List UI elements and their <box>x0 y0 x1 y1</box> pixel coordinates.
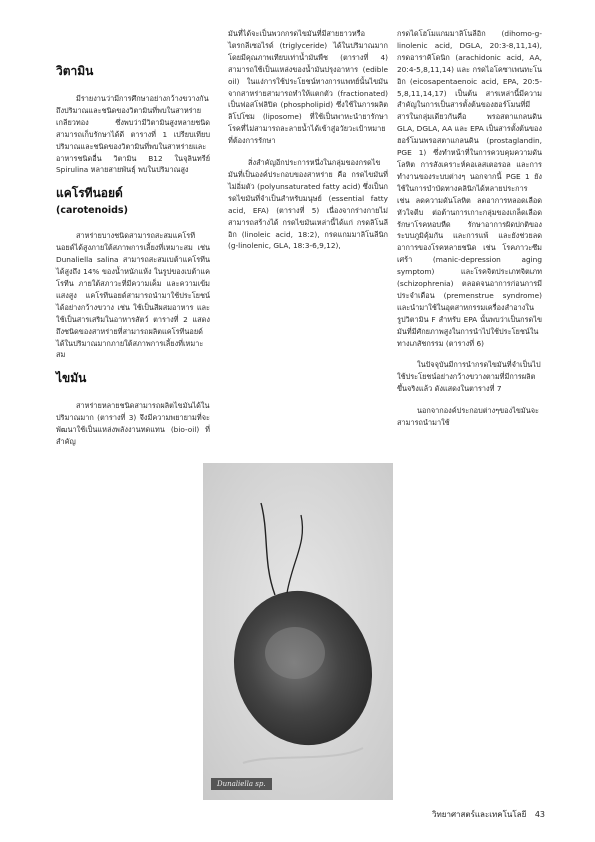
dunaliella-photo <box>203 463 393 800</box>
paragraph-carotenoid: สาหร่ายบางชนิดสามารถสะสมแคโรทีนอยด์ได้สูงภายใต้สภาพการเลี้ยงที่เหมาะสม เช่น Dunaliella salina สามารถสะสมเบต้าแคโรทีนได้สูงถึง 14% ของน้ำหนักแห้ง ในรูปของเบต้าแคโรทีน ภายใต้สภาวะที่มีความเค็ม และความเข้มแสงสูง แคโรทีนอยด์สามารถนำมาใช้ประโยชน์ได้อย่างกว้างขวาง เช่น ใช้เป็นสีผสมอาหาร และใช้เป็นสารเสริมในอาหารสัตว์ ตารางที่ 2 แสดงถึงชนิดของสาหร่ายที่สามารถผลิตแคโรทีนอยด์ได้ในปริมาณมากภายใต้สภาพการเลี้ยงที่เหมาะสม <box>56 231 210 360</box>
paragraph-right-1: กรดไดโฮโมแกมมาลิโนลีอิก (dihomo-g-linolenic acid, DGLA, 20:3-8,11,14), กรดอาราคิโดนิก (arachidonic acid, AA, 20:4-5,8,11,14) และ กรดไอโคซาเพนทะโนอิก (eicosapentaenoic acid, EPA, 20:5-5,8,11,14,17) เป็นต้น สารเหล่านี้มีความสำคัญในการเป็นสารตั้งต้นของฮอร์โมนที่มีสารในกลุ่มเดียวกันคือ พรอสตาแกลนดิน GLA, DGLA, AA และ EPA เป็นสารตั้งต้นของฮอร์โมนพรอสตาแกลนดิน (prostaglandin, PGE 1) ซึ่งทำหน้าที่ในการควบคุมความดันโลหิต การสังเคราะห์คอเลสเตอรอล และการทำงานของระบบต่างๆ นอกจากนี้ PGE 1 ยังใช้ในการบำบัดทางคลินิกได้หลายประการ เช่น ลดความดันโลหิต ลดอาการหลอดเลือดหัวใจตีบ ต่อต้านการเกาะกลุ่มของเกล็ดเลือด รักษาโรคหอบหืด รักษาอาการผิดปกติของระบบภูมิคุ้มกัน และการแพ้ และยังช่วยลดอาการของโรคหลายชนิด เช่น โรคภาวะซึมเศร้า (manic-depression aging symptom) และโรคจิตประเภทจิตเภท (schizophrenia) ตลอดจนอาการก่อนการมีประจำเดือน (premenstrue syndrome) และนำมาใช้ในอุตสาหกรรมเครื่องสำอางในรูปวิตามิน F สำหรับ EPA นั้นพบว่าเป็นกรดไขมันที่มีศักยภาพสูงในการนำไปใช้ประโยชน์ในทางเภสัชกรรม (ตารางที่ 6) <box>397 29 542 348</box>
paragraph-middle-2: สิ่งสำคัญอีกประการหนึ่งในกลุ่มของกรดไขมันที่เป็นองค์ประกอบของสาหร่าย คือ กรดไขมันที่ไม่อิ่มตัว (polyunsaturated fatty acid) ซึ่งเป็นกรดไขมันที่จำเป็นสำหรับมนุษย์ (essential fatty acid, EFA) (ตารางที่ 5) เนื่องจากร่างกายไม่สามารถสร้างได้ กรดไขมันเหล่านี้ได้แก่ กรดลิโนลีอิก (linoleic acid, 18:2), กรดแกมมาลิโนลีนิก (g-linolenic, GLA, 18:3-6,9,12), <box>228 158 388 251</box>
column-middle <box>228 28 388 262</box>
dunaliella-illustration <box>203 463 393 800</box>
heading-carotenoid: แคโรทีนอยด์ <box>56 186 123 201</box>
page-number: 43 <box>534 810 545 819</box>
heading-vitamin: วิตามิน <box>56 64 94 78</box>
paragraph-middle-1: มันที่ได้จะเป็นพวกกรดไขมันที่มีสายยาวหรือไตรกลีเซอไรด์ (triglyceride) ได้ในปริมาณมาก โดยมีคุณภาพเทียบเท่าน้ำมันพืช (ตารางที่ 4) สามารถใช้เป็นแหล่งของน้ำมันปรุงอาหาร (edible oil) ในแง่การใช้ประโยชน์ทางการแพทย์นั้นไขมันจากสาหร่ายสามารถทำให้แตกตัว (fractionated) เป็นฟอสโฟลิปิด (phospholipid) ซึ่งใช้ในการผลิตลิโปโซม (liposome) ที่ใช้เป็นพาหะนำยารักษาโรคที่ไม่สามารถละลายน้ำได้เข้าสู่อวัยวะเป้าหมายที่ต้องการรักษา <box>228 29 388 146</box>
paragraph-right-2: ในปัจจุบันมีการนำกรดไขมันที่จำเป็นไปใช้ประโยชน์อย่างกว้างขวางตามที่มีการผลิตขึ้นจริงแล้ว ดังแสดงในตารางที่ 7 <box>397 360 541 394</box>
paragraph-right-3: นอกจากองค์ประกอบต่างๆของไขมันจะสามารถนำมาใช้ <box>397 406 539 428</box>
journal-name: วิทยาศาสตร์และเทคโนโลยี <box>432 810 527 819</box>
photo-caption: Dunaliella sp. <box>211 778 272 790</box>
column-left <box>56 28 210 458</box>
column-right <box>397 28 542 439</box>
paragraph-vitamin: มีรายงานว่ามีการศึกษาอย่างกว้างขวางกัน ถึงปริมาณและชนิดของวิตามินที่พบในสาหร่ายเกลียวทอง ซึ่งพบว่ามีวิตามินสูงหลายชนิด สามารถเก็บรักษาได้ดี ตารางที่ 1 เปรียบเทียบปริมาณและชนิดของวิตามินที่พบในสาหร่ายและอาหารชนิดอื่น วิตามิน B12 ในจุลินทรีย์ Spirulina หลายสายพันธุ์ พบในปริมาณสูง <box>56 94 210 175</box>
paragraph-lipid: สาหร่ายหลายชนิดสามารถผลิตไขมันได้ในปริมาณมาก (ตารางที่ 3) จึงมีความพยายามที่จะพัฒนาใช้เป็นแหล่งพลังงานทดแทน (bio-oil) ที่สำคัญ <box>56 401 210 447</box>
heading-lipid: ไขมัน <box>56 371 87 386</box>
page-footer <box>432 808 545 821</box>
subheading-carotenoid: (carotenoids) <box>56 205 128 217</box>
